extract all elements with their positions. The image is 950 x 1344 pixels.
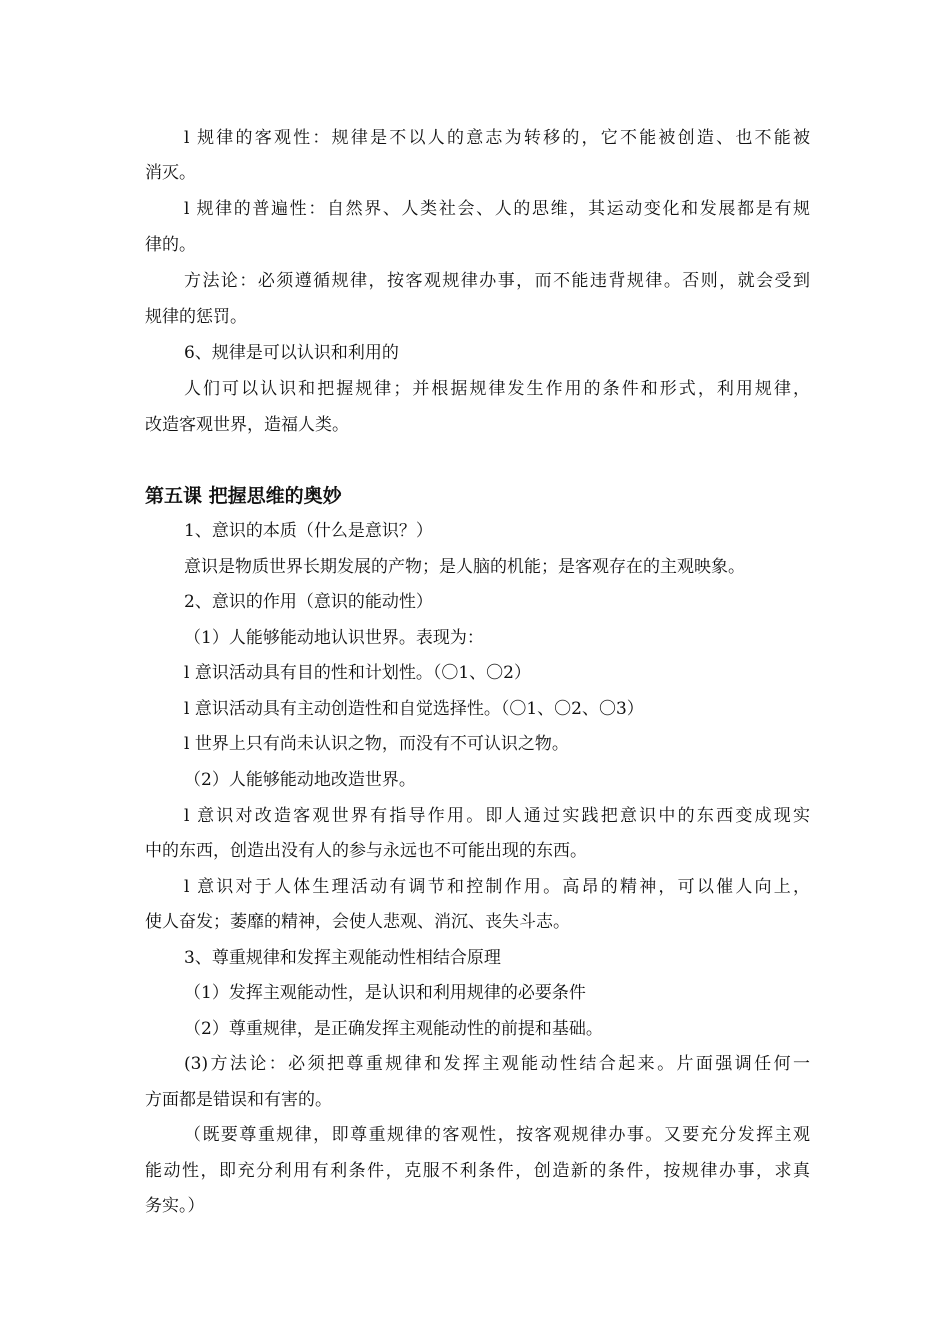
point-6-text-line1: 人们可以认识和把握规律；并根据规律发生作用的条件和形式，利用规律， (184, 379, 810, 399)
point-6-text-line2: 改造客观世界，造福人类。 (145, 415, 349, 435)
bullet-objectivity-line2: 消灭。 (145, 163, 196, 183)
bullet-regulation-line2: 使人奋发；萎靡的精神，会使人悲观、消沉、丧失斗志。 (145, 912, 570, 932)
methodology-line1: 方法论：必须遵循规律，按客观规律办事，而不能违背规律。否则，就会受到 (184, 271, 810, 291)
bullet-universality-line2: 律的。 (145, 235, 196, 255)
bullet-regulation-line1: l 意识对于人体生理活动有调节和控制作用。高昂的精神，可以催人向上， (184, 877, 810, 897)
bullet-guidance-line2: 中的东西，创造出没有人的参与永远也不可能出现的东西。 (145, 841, 587, 861)
note-line2: 能动性，即充分利用有利条件，克服不利条件，创造新的条件，按规律办事，求真 (145, 1161, 810, 1181)
bullet-universality-line1: l 规律的普遍性：自然界、人类社会、人的思维，其运动变化和发展都是有规 (184, 199, 810, 219)
section-3-point-1: （1）发挥主观能动性，是认识和利用规律的必要条件 (184, 983, 586, 1003)
subsection-1-heading: （1）人能够能动地认识世界。表现为： (184, 628, 484, 648)
section-1-text: 意识是物质世界长期发展的产物；是人脑的机能；是客观存在的主观映象。 (184, 557, 745, 577)
lesson-5-title: 第五课 把握思维的奥妙 (145, 485, 342, 507)
note-line1: （既要尊重规律，即尊重规律的客观性，按客观规律办事。又要充分发挥主观 (184, 1125, 810, 1145)
bullet-objectivity-line1: l 规律的客观性：规律是不以人的意志为转移的，它不能被创造、也不能被 (184, 128, 810, 148)
section-1-heading: 1、意识的本质（什么是意识？） (184, 521, 433, 541)
section-2-heading: 2、意识的作用（意识的能动性） (184, 592, 433, 612)
section-3-point-2: （2）尊重规律，是正确发挥主观能动性的前提和基础。 (184, 1019, 603, 1039)
bullet-purposeful: l 意识活动具有目的性和计划性。（〇1、〇2） (184, 663, 531, 683)
section-3-point-3-line2: 方面都是错误和有害的。 (145, 1090, 332, 1110)
bullet-creative: l 意识活动具有主动创造性和自觉选择性。（〇1、〇2、〇3） (184, 699, 644, 719)
note-line3: 务实。） (145, 1196, 205, 1216)
section-3-heading: 3、尊重规律和发挥主观能动性相结合原理 (184, 948, 501, 968)
section-3-point-3-line1: (3)方法论：必须把尊重规律和发挥主观能动性结合起来。片面强调任何一 (184, 1054, 810, 1074)
subsection-2-heading: （2）人能够能动地改造世界。 (184, 770, 416, 790)
bullet-knowable: l 世界上只有尚未认识之物，而没有不可认识之物。 (184, 734, 569, 754)
point-6-heading: 6、规律是可以认识和利用的 (184, 343, 399, 363)
methodology-line2: 规律的惩罚。 (145, 307, 247, 327)
bullet-guidance-line1: l 意识对改造客观世界有指导作用。即人通过实践把意识中的东西变成现实 (184, 806, 810, 826)
